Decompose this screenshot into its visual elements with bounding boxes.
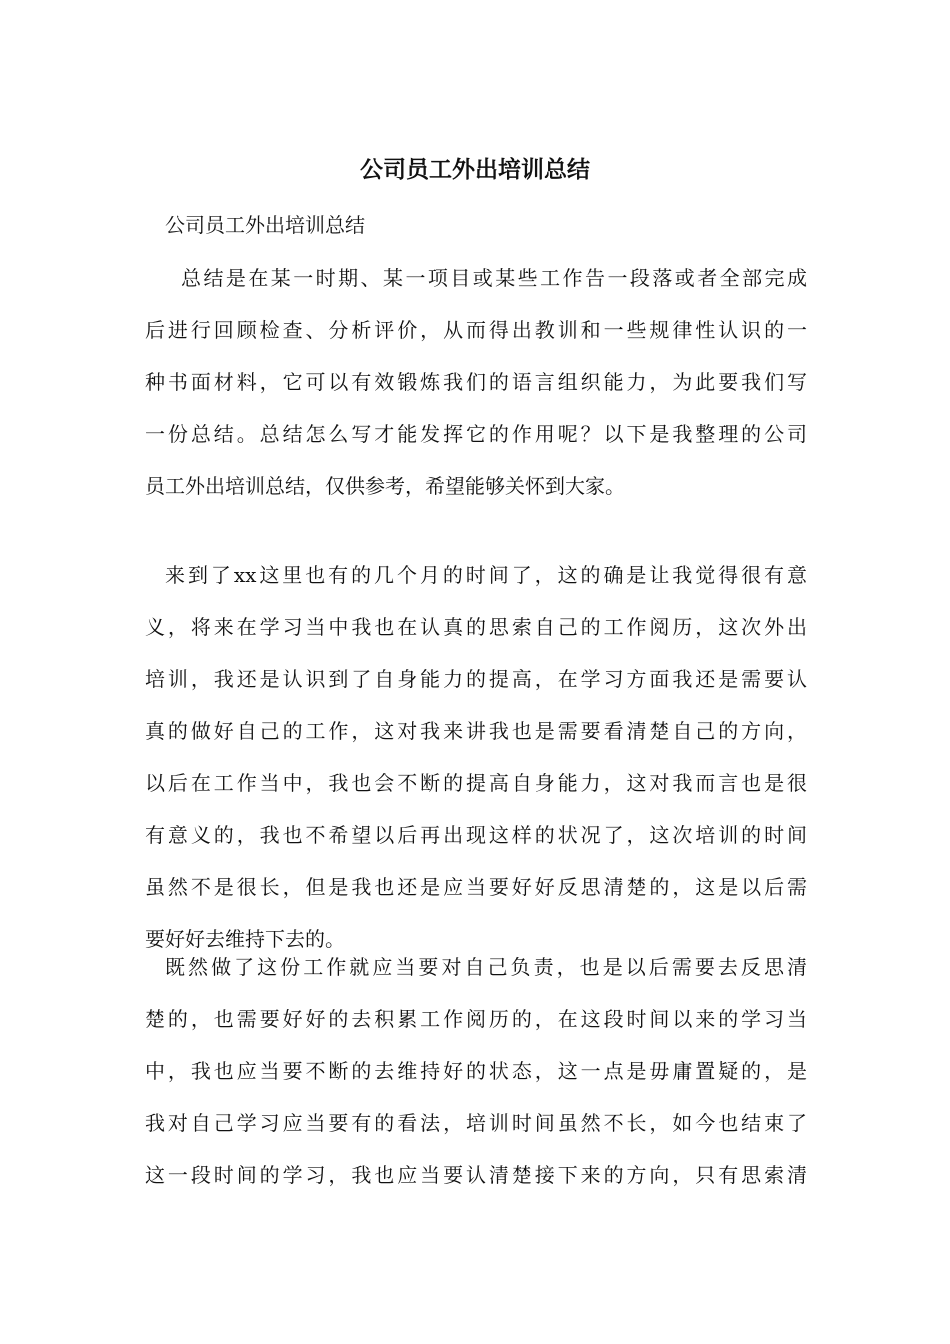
paragraph-line: 真的做好自己的工作，这对我来讲我也是需要看清楚自己的方向， xyxy=(145,719,807,743)
paragraph-line: 种书面材料，它可以有效锻炼我们的语言组织能力，为此要我们写 xyxy=(145,370,807,394)
paragraph-line: 我对自己学习应当要有的看法，培训时间虽然不长，如今也结束了 xyxy=(145,1111,807,1135)
paragraph-line: 楚的，也需要好好的去积累工作阅历的，在这段时间以来的学习当 xyxy=(145,1007,807,1031)
paragraph-line: 培训，我还是认识到了自身能力的提高，在学习方面我还是需要认 xyxy=(145,667,807,691)
paragraph-line: 来到了xx这里也有的几个月的时间了，这的确是让我觉得很有意 xyxy=(165,563,807,587)
paragraph-line: 既然做了这份工作就应当要对自己负责，也是以后需要去反思清 xyxy=(165,955,807,979)
paragraph-line: 有意义的，我也不希望以后再出现这样的状况了，这次培训的时间 xyxy=(145,823,807,847)
paragraph-body-1 xyxy=(145,549,807,965)
paragraph-line: 这一段时间的学习，我也应当要认清楚接下来的方向，只有思索清 xyxy=(145,1163,807,1187)
paragraph-line: 虽然不是很长，但是我也还是应当要好好反思清楚的，这是以后需 xyxy=(145,875,807,899)
paragraph-line: 一份总结。总结怎么写才能发挥它的作用呢？以下是我整理的公司 xyxy=(145,422,807,446)
document-subtitle: 公司员工外出培训总结 xyxy=(165,213,365,237)
paragraph-line: 总结是在某一时期、某一项目或某些工作告一段落或者全部完成 xyxy=(181,266,807,290)
paragraph-line: 员工外出培训总结，仅供参考，希望能够关怀到大家。 xyxy=(145,474,625,498)
paragraph-line: 义，将来在学习当中我也在认真的思索自己的工作阅历，这次外出 xyxy=(145,615,807,639)
paragraph-intro xyxy=(145,252,807,512)
document-title: 公司员工外出培训总结 xyxy=(360,156,590,183)
paragraph-line: 后进行回顾检查、分析评价，从而得出教训和一些规律性认识的一 xyxy=(145,318,807,342)
paragraph-line: 中，我也应当要不断的去维持好的状态，这一点是毋庸置疑的，是 xyxy=(145,1059,807,1083)
paragraph-line: 以后在工作当中，我也会不断的提高自身能力，这对我而言也是很 xyxy=(145,771,807,795)
paragraph-body-2 xyxy=(145,941,807,1201)
paragraph-line: 要好好去维持下去的。 xyxy=(145,927,345,951)
